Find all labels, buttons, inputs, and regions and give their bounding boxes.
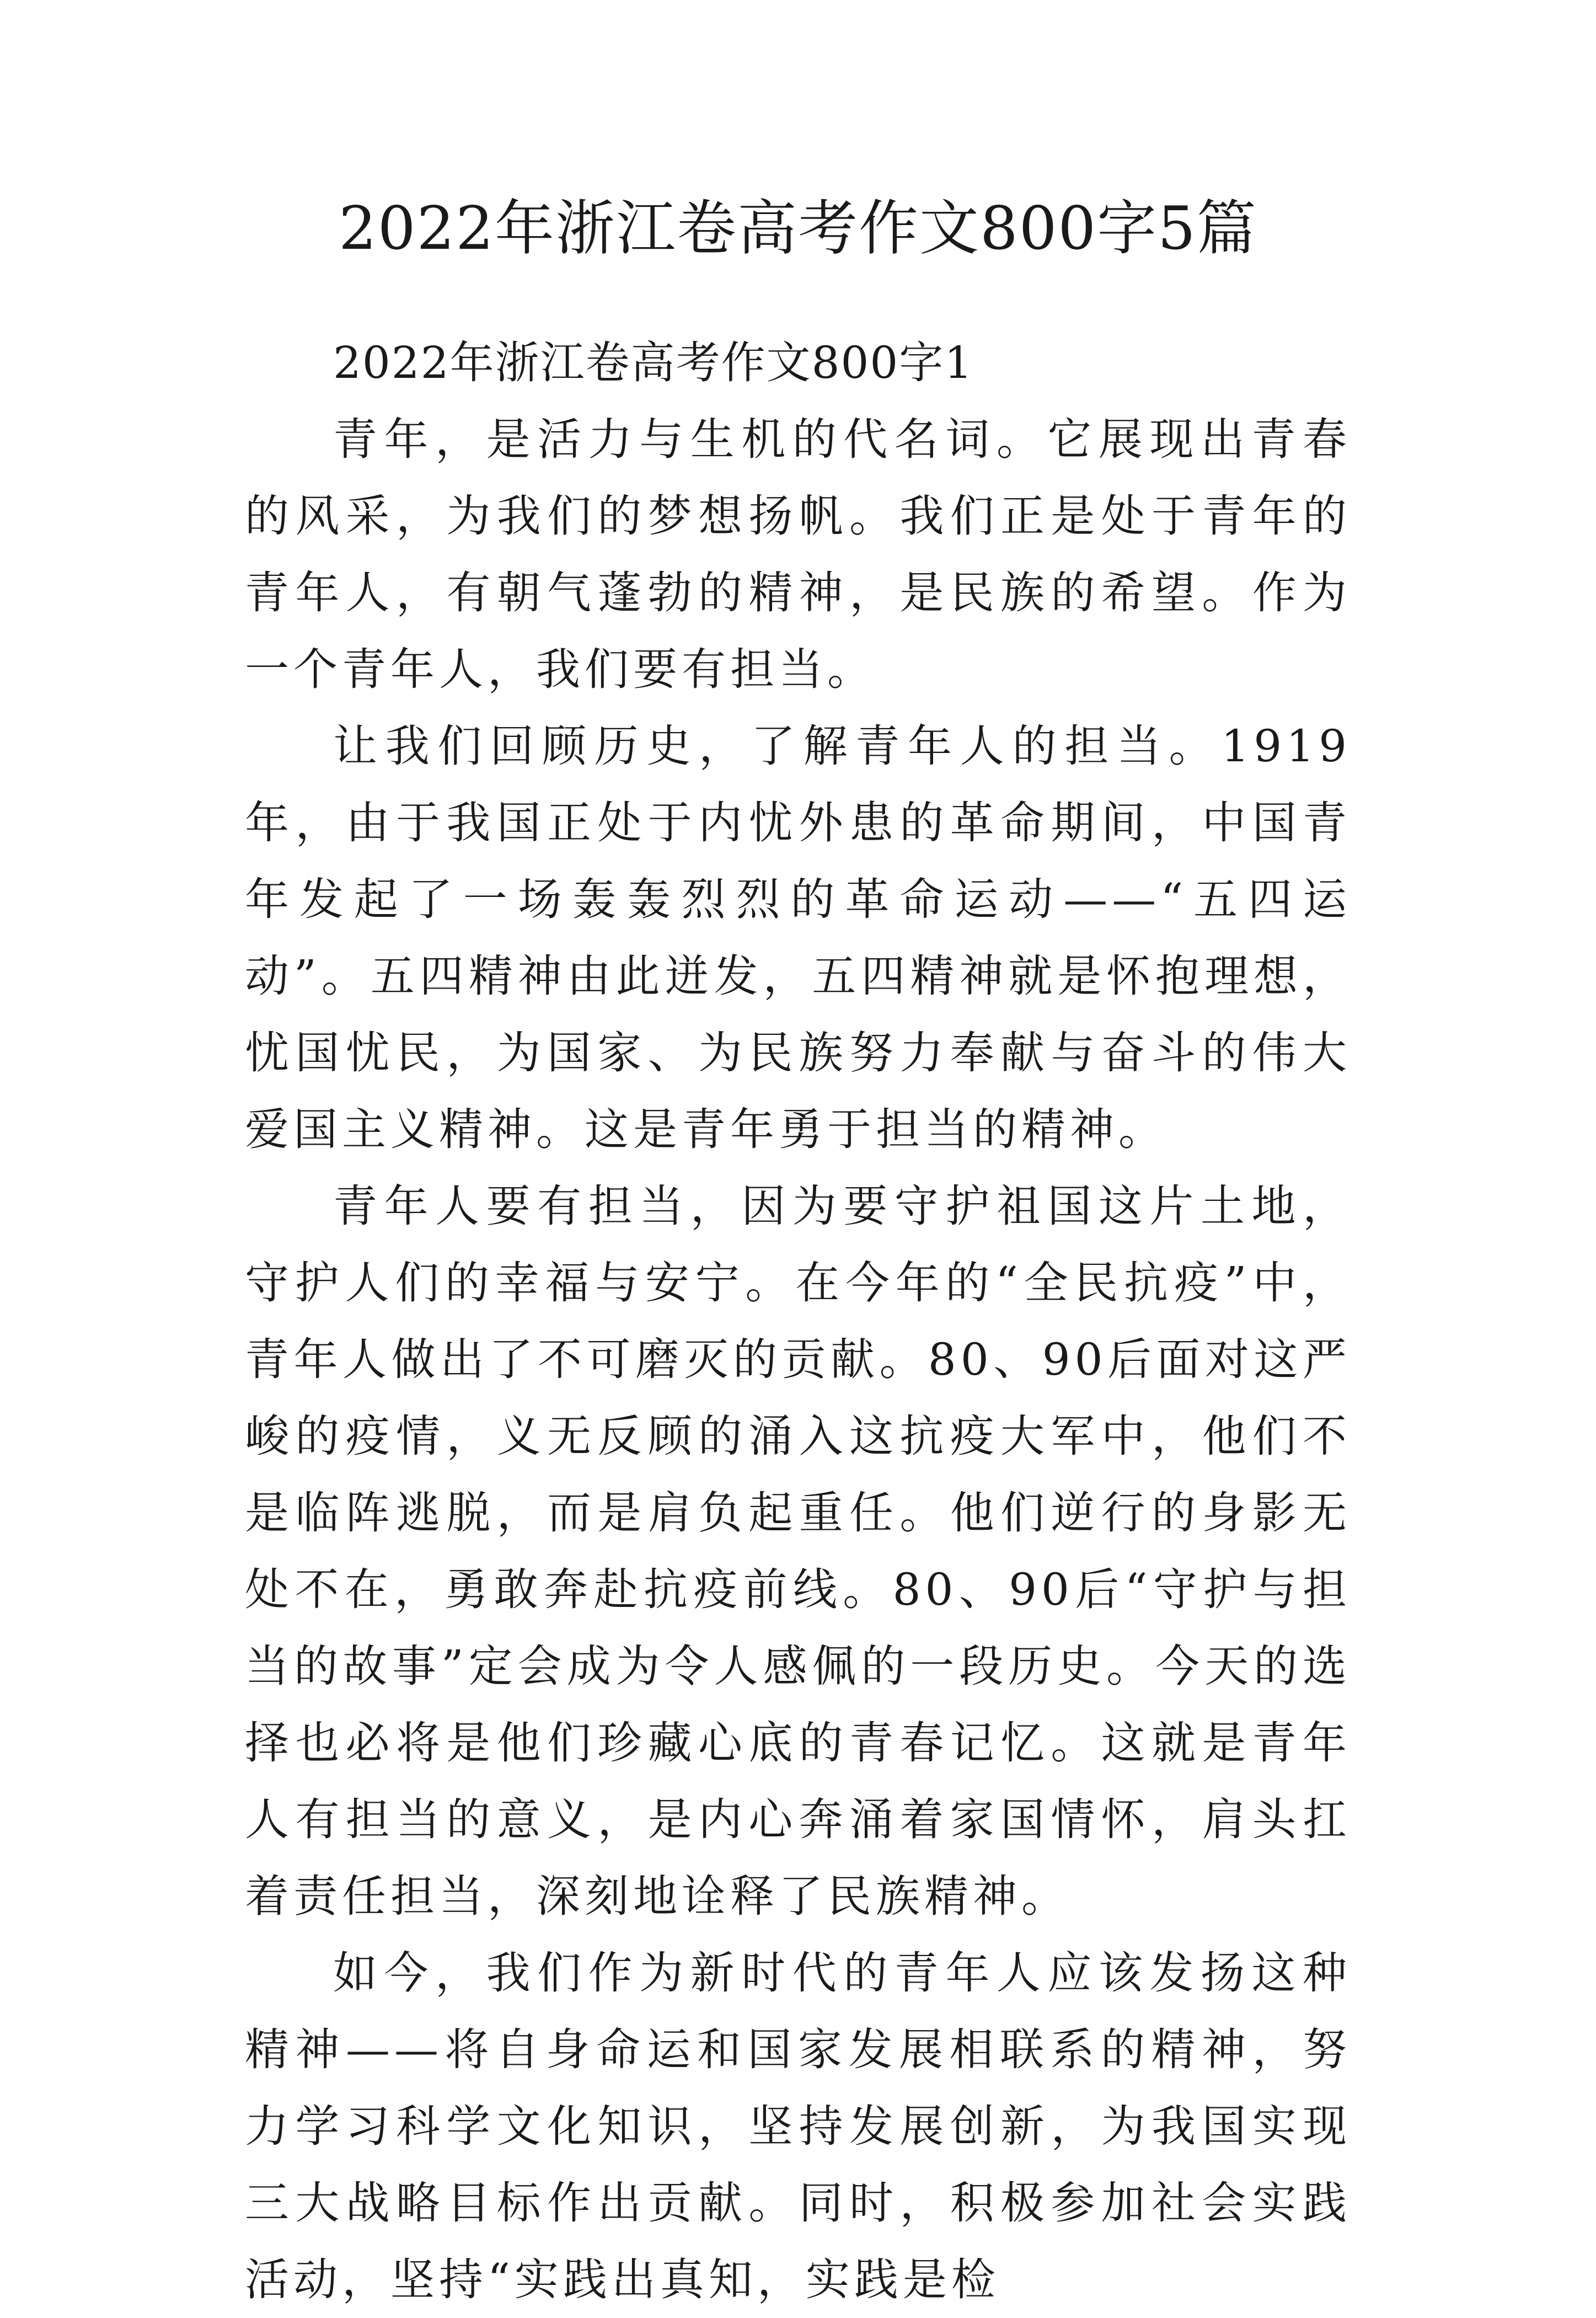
paragraph-1: 青年，是活力与生机的代名词。它展现出青春的风采，为我们的梦想扬帆。我们正是处于青年的青年人，有朝气蓬勃的精神，是民族的希望。作为一个青年人，我们要有担当。: [245, 414, 1351, 695]
paragraph-3: 青年人要有担当，因为要守护祖国这片土地，守护人们的幸福与安宁。在今年的“全民抗疫”中，青年人做出了不可磨灭的贡献。80、90后面对这严峻的疫情，义无反顾的涌入这抗疫大军中，他们不是临阵逃脱，而是肩负起重任。他们逆行的身影无处不在，勇敢奔赴抗疫前线。80、90后“守护与担当的故事”定会成为令人感佩的一段历史。今天的选择也必将是他们珍藏心底的青春记忆。这就是青年人有担当的意义，是内心奔涌着家国情怀，肩头扛着责任担当，深刻地诠释了民族精神。: [245, 1181, 1351, 1922]
paragraph-4: 如今，我们作为新时代的青年人应该发扬这种精神——将自身命运和国家发展相联系的精神，努力学习科学文化知识，坚持发展创新，为我国实现三大战略目标作出贡献。同时，积极参加社会实践活动，坚持“实践出真知，实践是检: [245, 1947, 1351, 2305]
document-title: 2022年浙江卷高考作文800字5篇: [339, 194, 1257, 263]
document-body: [245, 324, 1351, 2318]
paragraph-2: 让我们回顾历史，了解青年人的担当。1919年，由于我国正处于内忧外患的革命期间，中国青年发起了一场轰轰烈烈的革命运动——“五四运动”。五四精神由此迸发，五四精神就是怀抱理想，忧国忧民，为国家、为民族努力奉献与奋斗的伟大爱国主义精神。这是青年勇于担当的精神。: [245, 720, 1351, 1155]
section-heading: 2022年浙江卷高考作文800字1: [333, 337, 974, 388]
